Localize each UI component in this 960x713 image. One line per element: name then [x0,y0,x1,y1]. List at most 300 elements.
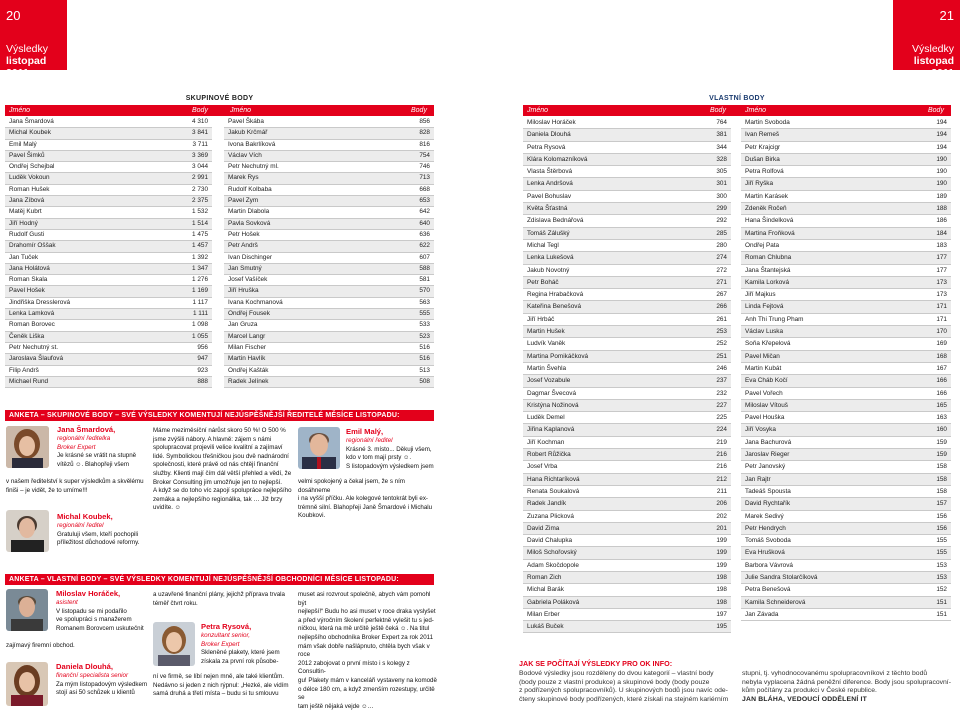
row-value: 169 [936,340,947,348]
row-value: 1 111 [192,310,208,318]
row-name: Martina Froňková [745,229,795,237]
table-row [523,228,731,240]
row-value: 292 [716,217,727,225]
table-row [741,215,951,227]
quote-line: získala za první rok působe- [201,657,279,665]
table-row [523,142,731,154]
row-value: 1 392 [192,253,208,261]
table-row [224,298,434,309]
text-line: a před výročním školení perfektně vylešit tu s jed- [298,616,434,624]
row-value: 211 [716,487,727,495]
row-name: Emil Malý [9,140,37,148]
row-name: Jiří Majkus [745,291,776,299]
row-value: 1 169 [192,287,208,295]
col-header-name: Jméno [230,107,252,114]
text-line: mám však dobře našlápnuto, chtěla bych však v roce [298,642,430,659]
table-row [741,178,951,190]
row-name: Rudolf Kolbaba [228,185,272,193]
row-value: 156 [936,512,947,520]
table-row [523,252,731,264]
row-name: Miloš Schořovský [527,549,577,557]
table-row [741,474,951,486]
row-name: Petr Janovský [745,463,786,471]
row-name: Eva Cháb Kočí [745,377,788,385]
row-value: 1 276 [192,276,208,284]
table-row [741,597,951,609]
row-value: 923 [197,366,208,374]
table-row [741,609,951,621]
table-row [523,178,731,190]
row-name: David Rychtařík [745,500,791,508]
quote-line: V listopadu se mi podařilo [56,607,127,615]
row-name: Ivona Bakrlíková [228,140,276,148]
row-value: 513 [419,366,430,374]
info-line: kům počítány za produkci v České republice. [742,687,877,695]
row-name: Martin Kubát [745,364,782,372]
table-row [741,289,951,301]
row-name: Pavel Vořech [745,389,783,397]
row-value: 198 [716,586,727,594]
table-row [523,301,731,313]
row-name: Roman Borovec [9,321,55,329]
row-name: Jiří Hrbáč [527,315,555,323]
row-value: 1 055 [192,332,208,340]
info-left-text [519,670,739,704]
row-value: 2 730 [192,185,208,193]
row-value: 828 [419,129,430,137]
table-row [224,332,434,343]
text-line: z podřízených spolupracovníků). U skupinových bodů jsou navíc ode- [519,687,728,695]
anketa1-person2 [57,512,167,548]
table-row [523,498,731,510]
table-row [741,498,951,510]
anketa2-col3-text [298,591,438,711]
quote-line: finiši – je vidět, že to umíme!!! [6,486,88,494]
row-value: 764 [716,119,727,126]
table-row [523,474,731,486]
table-row [224,185,434,196]
row-value: 158 [936,487,947,495]
row-value: 328 [716,155,727,163]
row-name: Michael Rund [9,377,49,385]
table-row [5,162,212,173]
table-row [523,191,731,203]
table-row [523,265,731,277]
photo-daniela-dlouha [6,662,48,706]
row-value: 195 [716,623,727,631]
person-role: regionální ředitel [346,437,393,444]
photo-michal-koubek [6,510,49,552]
row-value: 246 [716,364,727,372]
table-row [5,286,212,297]
person-name: Emil Malý, [346,427,384,436]
table-row [224,264,434,275]
row-value: 155 [936,537,947,545]
table-row [5,117,212,128]
row-value: 713 [419,174,430,182]
table-row [5,298,212,309]
row-name: Lukáš Buček [527,623,564,631]
row-name: Pavel Škába [228,118,264,125]
table-row [741,486,951,498]
row-value: 171 [936,303,947,311]
table-row [224,343,434,354]
table-row [741,375,951,387]
row-name: Michal Tegl [527,241,559,249]
row-name: Květa Šťastná [527,205,568,213]
row-name: Milan Erber [527,610,560,618]
anketa2-person3 [201,622,293,666]
table-row [523,621,731,633]
quote-line: kdo v tom mají prsty ☺. [346,454,412,462]
row-name: Jaroslav Rieger [745,451,790,459]
table-row [741,117,951,129]
row-value: 1 532 [192,208,208,216]
row-value: 171 [936,315,947,323]
row-name: Josef Vrba [527,463,558,471]
table-row [741,584,951,596]
text-line: nejlepší!“ Budu ho asi muset v roce draka vyslyšet [298,608,436,616]
row-value: 201 [716,524,727,532]
right-title-2: listopad 2011 [913,55,954,79]
row-value: 170 [936,328,947,336]
row-value: 225 [716,414,727,422]
right-page-number: 21 [939,8,954,23]
row-value: 153 [936,573,947,581]
text-line: jsme zvýšili nábory. A hlavně: zájem s námi [153,435,272,443]
table-row [5,151,212,162]
row-value: 173 [936,278,947,286]
info-signature: JAN BLÁHA, VEDOUCÍ ODDĚLENÍ IT [742,695,867,703]
row-value: 186 [936,217,947,225]
row-name: Hana Šindelková [745,217,794,225]
table-row [741,228,951,240]
table-row [224,162,434,173]
row-value: 272 [716,266,727,274]
row-name: Josef Vašíček [228,276,268,284]
row-name: Ivana Kochmanová [228,298,283,306]
table-row [523,314,731,326]
row-name: Jiří Vosyka [745,426,776,434]
info-section [519,659,949,668]
row-value: 570 [419,287,430,295]
row-value: 188 [936,205,947,213]
quote-line: zajímavý firemní obchod. [6,642,75,649]
row-value: 555 [419,310,430,318]
col-header-body: Body [411,107,427,114]
table-row [5,185,212,196]
row-value: 261 [716,315,727,323]
row-name: Kristýna Nožinová [527,401,579,409]
table-row [5,332,212,343]
table-row [224,241,434,252]
row-value: 194 [936,119,947,126]
row-value: 167 [936,364,947,372]
quote-line: vítězů ☺. Blahopřeji všem [57,460,130,468]
text-line: 2012 zabojovat o první místo i s kolegy z Consultin- [298,659,410,676]
row-value: 202 [716,512,727,520]
row-value: 888 [197,377,208,385]
vlastni-column-header [523,105,951,116]
table-row [523,412,731,424]
text-line: (body pouze z vlastní produkce) a skupinové body (body pouze [519,678,710,686]
table-row [523,486,731,498]
quote-line: Za mým listopadovým výsledkem [56,680,148,688]
text-line: ničkou, která na mě určitě ještě čeká ☺. Na titul [298,625,430,633]
text-line: o délce 180 cm, a když zmenším rozestupy, určitě se [298,685,435,702]
row-value: 227 [716,401,727,409]
table-row [741,326,951,338]
row-name: Vlasta Štěrbová [527,168,573,176]
row-name: Pavel Mičan [745,352,780,360]
table-row [224,196,434,207]
info-line: nebyla vyplacena žádná peněžní diference. Body jsou spolupracovní- [742,678,951,686]
table-row [224,309,434,320]
text-line: muset asi rozvrout společně, abych vám pomohl být [298,591,431,607]
anketa2-col2-text [153,591,293,608]
person-name: Michal Koubek, [57,512,113,521]
row-name: Roman Skala [9,276,48,284]
row-name: David Zima [527,524,560,532]
row-value: 159 [936,451,947,459]
row-value: 199 [716,561,727,569]
row-value: 563 [419,298,430,306]
table-row [741,547,951,559]
table-row [523,203,731,215]
row-value: 816 [419,140,430,148]
quote-line: Nedávno si jeden z nich rýpnul: „Hezké, ale vidím [153,681,289,689]
row-name: Martin Švehla [527,364,567,372]
table-row [523,560,731,572]
row-name: Julie Sandra Stolarčíková [745,573,818,581]
quote-line: Romanem Borovcem uskutečnit [56,624,144,632]
table-row [523,129,731,141]
row-value: 3 711 [192,140,208,148]
row-value: 285 [716,229,727,237]
row-value: 1 347 [192,264,208,272]
row-value: 754 [419,151,430,159]
row-value: 381 [716,131,727,139]
table-row [5,377,212,388]
table-row [523,584,731,596]
table-row [523,289,731,301]
table-row [741,437,951,449]
row-name: Tomáš Svoboda [745,537,791,545]
row-value: 746 [419,163,430,171]
text-line: Bodové výsledky jsou rozděleny do dvou kategorií – vlastní body [519,670,714,677]
table-row [224,377,434,388]
row-name: Václav Vích [228,151,262,159]
quote-line: trémně silní. Blahopřeji Janě Šmardové i Michalu [298,503,433,511]
row-name: Jiří Ryška [745,180,774,188]
table-row [523,154,731,166]
anketa2-person3-cont [153,673,298,699]
quote-line: stojí asi 50 schůzek u klientů [56,689,135,697]
row-value: 305 [716,168,727,176]
table-row [224,354,434,365]
row-name: Soňa Křepelová [745,340,791,348]
row-value: 165 [936,401,947,409]
row-value: 194 [936,143,947,151]
row-value: 523 [419,332,430,340]
row-name: Jana Bachurová [745,438,792,446]
row-name: Petr Boháč [527,278,559,286]
row-value: 653 [419,197,430,205]
anketa1-person1-cont [6,478,171,495]
row-value: 155 [936,549,947,557]
row-name: Pavel Šimků [9,151,45,159]
col-header-body: Body [192,107,208,114]
quote-line: a uzavřené finanční plány, jejichž příprava trvala [153,591,285,598]
person-name: Jana Šmardová, [57,425,116,434]
row-name: Robert Růžička [527,451,571,459]
row-name: Roman Chlubna [745,254,792,262]
table-row [741,511,951,523]
text-line: nejlepšího obchodníka Broker Expert za rok 2011 [298,633,434,641]
row-name: Martin Svoboda [745,119,790,126]
table-row [523,609,731,621]
skupinove-table-2 [224,117,434,388]
row-name: Petr Krajcigr [745,143,781,151]
person-role: regionální ředitel [57,522,104,529]
table-row [741,461,951,473]
row-value: 300 [716,192,727,200]
row-value: 216 [716,451,727,459]
info-right-text [742,670,957,704]
person-role: asistent [56,599,78,606]
table-row [523,375,731,387]
row-name: Zdeněk Ročeň [745,205,787,213]
quote-line: samá druhá a třetí místa – budu si tu smlouvu [153,690,279,698]
row-value: 190 [936,155,947,163]
row-name: Miloslav Horáček [527,119,576,126]
table-row [741,535,951,547]
table-row [5,241,212,252]
row-name: Drahomír Oššak [9,242,56,250]
row-name: Jiří Kochman [527,438,565,446]
table-row [224,140,434,151]
row-value: 267 [716,291,727,299]
row-value: 190 [936,168,947,176]
table-row [741,154,951,166]
table-row [224,219,434,230]
row-name: Dušan Birka [745,155,780,163]
row-value: 516 [419,355,430,363]
row-name: Jakub Krčmář [228,129,268,137]
table-row [224,173,434,184]
quote-line: S listopadovým výsledkem jsem [346,462,434,470]
person-role: Broker Expert [201,640,240,648]
row-value: 160 [936,426,947,434]
row-name: Daniela Dlouhá [527,131,571,139]
row-name: Radek Jelínek [228,377,269,385]
row-name: Jan Rajtr [745,475,771,483]
row-name: Marek Sedivý [745,512,784,520]
row-name: Filip Andrš [9,366,39,374]
table-row [523,277,731,289]
row-name: Michal Barák [527,586,564,594]
row-value: 622 [419,242,430,250]
table-row [523,240,731,252]
table-row [5,309,212,320]
row-value: 166 [936,389,947,397]
table-row [5,128,212,139]
person-name: Daniela Dlouhá, [56,662,113,671]
row-name: Jan Tuček [9,253,39,261]
table-row [523,424,731,436]
row-name: Rudolf Gusti [9,230,45,238]
person-role: Broker Expert [57,443,96,451]
right-header-band [893,0,960,79]
table-row [523,572,731,584]
row-name: Zuzana Plicková [527,512,574,520]
row-value: 344 [716,143,727,151]
row-name: Milan Fischer [228,343,266,351]
row-value: 640 [419,219,430,227]
row-name: Petra Rysová [527,143,566,151]
skupinove-heading: SKUPINOVÉ BODY [185,95,254,102]
row-value: 173 [936,291,947,299]
col-header-body: Body [928,107,944,114]
anketa-vlastni-bar: ANKETA – VLASTNÍ BODY – SVÉ VÝSLEDKY KOMENTUJÍ NEJÚSPĚŠNĚJŠÍ OBCHODNÍCI MĚSÍCE LISTOPADU: [5,574,434,585]
table-row [741,388,951,400]
row-name: Martina Pomikáčková [527,352,589,360]
row-name: Ondřej Kašták [228,366,269,374]
left-title-1: Výsledky [6,43,49,55]
row-name: Martin Havlík [228,355,266,363]
row-name: Linda Fejtová [745,303,784,311]
col-header-name: Jméno [9,107,31,114]
row-name: Martin Karásek [745,192,788,200]
quote-line: Koubkovi. [298,512,326,520]
skupinove-table-1 [5,117,212,388]
quote-line: Krásné 3. místo... Děkuji všem, [346,445,432,453]
table-row [224,128,434,139]
table-row [741,277,951,289]
row-name: Kamila Schneiderová [745,598,806,606]
row-value: 4 310 [192,118,208,125]
row-value: 151 [936,598,947,606]
row-value: 153 [936,561,947,569]
row-name: Jaroslava Šlaufová [9,355,63,363]
quote-line: i na vyšší příčku. Ale kolegové tentokrát byli ex- [298,495,428,503]
text-line: čteny skupinové body podřízených, které získali na stejném kariérním [519,695,729,703]
table-row [523,166,731,178]
person-role: finanční specialista senior [56,672,129,679]
table-row [741,252,951,264]
vlastni-table-1 [523,117,731,633]
row-value: 1 475 [192,230,208,238]
table-row [741,523,951,535]
anketa2-person1-cont [6,642,156,651]
row-name: Čeněk Liška [9,332,45,340]
row-value: 199 [716,549,727,557]
quote-line: téměř čtvrt roku. [153,599,198,607]
table-row [5,275,212,286]
row-value: 151 [936,610,947,618]
row-name: Barbora Vávrová [745,561,793,569]
text-line: uvidíte. ☺ [153,504,181,512]
row-value: 232 [716,389,727,397]
table-row [741,572,951,584]
table-row [523,351,731,363]
row-name: Petr Hendrych [745,524,786,532]
row-name: Marcel Langr [228,332,266,340]
row-name: Gabriela Poláková [527,598,580,606]
quote-line: velmi spokojený a čekal jsem, že s ním dosáhneme [298,478,405,494]
row-name: Jan Závada [745,610,779,618]
table-row [5,230,212,241]
